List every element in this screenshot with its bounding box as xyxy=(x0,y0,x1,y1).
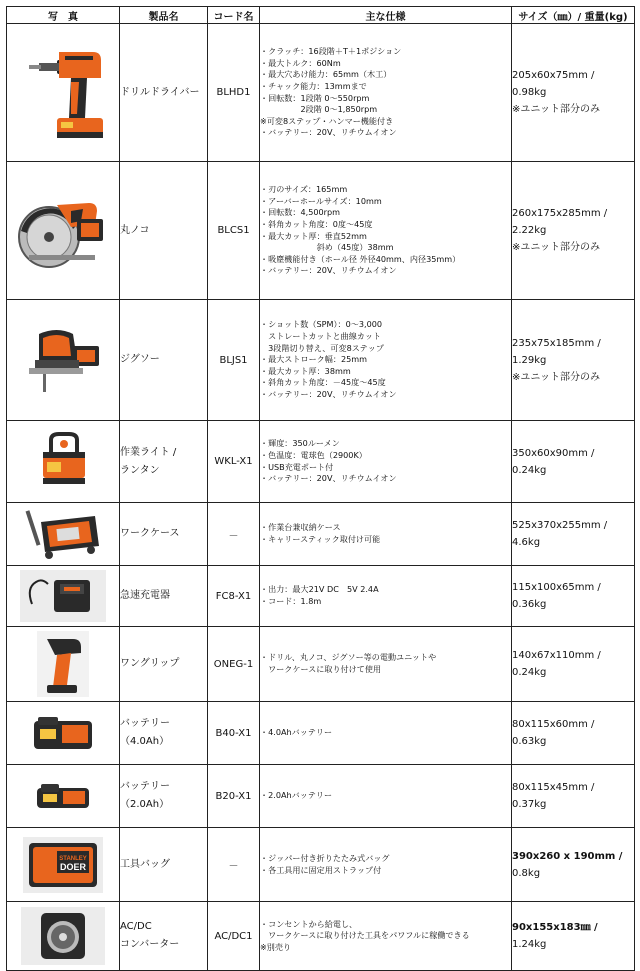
photo-cell xyxy=(7,902,120,971)
spec-sheet xyxy=(6,6,635,971)
size-line: 390x260 x 190mm / xyxy=(512,850,623,862)
product-name: ワングリップ xyxy=(120,658,180,669)
size-line: 140x67x110mm / xyxy=(512,650,601,661)
product-size xyxy=(512,627,635,702)
product-name: バッテリー xyxy=(120,781,170,792)
product-name: （4.0Ah） xyxy=(120,736,170,747)
product-name: コンバーター xyxy=(120,939,180,950)
product-name-cell xyxy=(120,828,208,902)
spec-line: ・アーバーホールサイズ：10mm xyxy=(260,195,382,206)
product-size xyxy=(512,828,635,902)
spec-line: ・4.0Ahバッテリー xyxy=(260,727,333,738)
weight-line: 0.37kg xyxy=(512,799,547,810)
charger-icon xyxy=(18,568,108,624)
spec-line: ・バッテリー：20V、リチウムイオン xyxy=(260,473,397,484)
product-specs xyxy=(260,421,512,503)
size-line: 350x60x90mm / xyxy=(512,447,595,459)
product-code: FC8-X1 xyxy=(208,566,260,627)
size-note: ※ユニット部分のみ xyxy=(512,242,600,253)
product-code: BLJS1 xyxy=(208,300,260,421)
product-code: AC/DC1 xyxy=(208,902,260,971)
header-code: コード名 xyxy=(208,7,260,24)
battery-40-icon xyxy=(28,713,98,753)
spec-line: ・コード：1.8m xyxy=(260,596,322,606)
product-code: B20-X1 xyxy=(208,765,260,828)
product-row-jigsaw xyxy=(7,300,635,421)
product-name: ドリルドライバー xyxy=(120,86,200,98)
product-name: 急速充電器 xyxy=(120,590,170,601)
product-name-cell xyxy=(120,503,208,566)
weight-line: 0.98kg xyxy=(512,87,547,98)
size-line: 90x155x183㎜ / xyxy=(512,922,598,933)
product-row-circular-saw xyxy=(7,162,635,300)
weight-line: 0.8kg xyxy=(512,867,541,879)
spec-line: ・クラッチ：16段階＋T＋1ポジション xyxy=(260,46,402,57)
product-row-work-case xyxy=(7,503,635,566)
product-size xyxy=(512,702,635,765)
bag-logo-top: STANLEY xyxy=(59,855,87,862)
product-code: B40-X1 xyxy=(208,702,260,765)
product-row-charger xyxy=(7,566,635,627)
spec-line: ・最大カット厚：38mm xyxy=(260,365,351,376)
product-code: － xyxy=(208,503,260,566)
product-specs xyxy=(260,300,512,421)
product-name-cell xyxy=(120,902,208,971)
size-line: 80x115x60mm / xyxy=(512,719,595,730)
photo-cell xyxy=(7,24,120,162)
weight-line: 1.24kg xyxy=(512,939,547,950)
header-product-name: 製品名 xyxy=(120,7,208,24)
product-row-tool-bag xyxy=(7,828,635,902)
weight-line: 0.24kg xyxy=(512,667,547,678)
work-case-icon xyxy=(23,506,103,562)
product-code: WKL-X1 xyxy=(208,421,260,503)
size-line: 260x175x285mm / xyxy=(512,208,608,219)
product-name-cell xyxy=(120,702,208,765)
spec-line: ・2.0Ahバッテリー xyxy=(260,790,333,801)
product-row-one-grip xyxy=(7,627,635,702)
spec-line: ・最大ストローク幅：25mm xyxy=(260,354,368,365)
spec-line: ・斜角カット角度：0度～45度 xyxy=(260,218,373,229)
photo-cell xyxy=(7,300,120,421)
weight-line: 0.63kg xyxy=(512,736,547,747)
product-name-cell xyxy=(120,162,208,300)
product-size xyxy=(512,162,635,300)
product-specs xyxy=(260,702,512,765)
product-code: ONEG-1 xyxy=(208,627,260,702)
ac-dc-converter-icon xyxy=(19,905,107,967)
spec-line: ・バッテリー：20V、リチウムイオン xyxy=(260,127,397,138)
product-size xyxy=(512,765,635,828)
spec-line: ストレートカットと曲線カット xyxy=(260,331,382,342)
spec-line: ワークケースに取り付けた工具をパワフルに稼働できる xyxy=(260,930,470,941)
header-specs: 主な仕様 xyxy=(260,7,512,24)
product-name-cell xyxy=(120,566,208,627)
spec-line: ・キャリースティック取付け可能 xyxy=(260,534,381,544)
tool-bag-icon xyxy=(21,835,105,895)
spec-line: 3段階切り替え、可変8ステップ xyxy=(260,342,384,353)
spec-line: ・吸塵機能付き（ホール径 外径40mm、内径35mm） xyxy=(260,253,461,264)
product-row-drill-driver xyxy=(7,24,635,162)
product-name-cell xyxy=(120,765,208,828)
spec-line: 斜め（45度）38mm xyxy=(260,242,394,253)
spec-line: ・斜角カット角度：－45度～45度 xyxy=(260,377,386,388)
spec-line: ・最大穴あけ能力：65mm（木工） xyxy=(260,69,392,80)
product-specs xyxy=(260,503,512,566)
spec-line: ・バッテリー：20V、リチウムイオン xyxy=(260,388,397,399)
product-size xyxy=(512,566,635,627)
product-size xyxy=(512,902,635,971)
product-row-battery-40 xyxy=(7,702,635,765)
photo-cell xyxy=(7,627,120,702)
spec-line: ・チャック能力：13mmまで xyxy=(260,80,367,91)
size-note: ※ユニット部分のみ xyxy=(512,371,600,383)
spec-line: ・最大カット厚：垂直52mm xyxy=(260,230,367,241)
spec-line: ・USB充電ポート付 xyxy=(260,461,334,472)
product-specs xyxy=(260,162,512,300)
weight-line: 1.29kg xyxy=(512,354,547,366)
spec-line: ・コンセントから給電し、 xyxy=(260,918,358,929)
photo-cell xyxy=(7,566,120,627)
product-name: 工具バッグ xyxy=(120,858,170,870)
jigsaw-icon xyxy=(13,320,113,400)
size-note: ※ユニット部分のみ xyxy=(512,104,600,115)
spec-line: ・輝度：350ルーメン xyxy=(260,438,340,449)
weight-line: 0.36kg xyxy=(512,599,547,610)
spec-line: ・回転数：4,500rpm xyxy=(260,207,340,218)
product-name-cell xyxy=(120,24,208,162)
spec-line: ・刃のサイズ：165mm xyxy=(260,184,348,195)
header-row xyxy=(7,7,635,24)
product-name: （2.0Ah） xyxy=(120,799,170,810)
product-row-battery-20 xyxy=(7,765,635,828)
product-code: BLHD1 xyxy=(208,24,260,162)
product-specs xyxy=(260,765,512,828)
product-size xyxy=(512,24,635,162)
product-name-cell xyxy=(120,421,208,503)
spec-line: 2段階 0～1,850rpm xyxy=(260,104,378,115)
header-size-weight: サイズ（㎜）/ 重量(kg) xyxy=(512,7,635,24)
header-photo: 写 真 xyxy=(7,7,120,24)
product-code: － xyxy=(208,828,260,902)
product-specs xyxy=(260,627,512,702)
product-name: AC/DC xyxy=(120,921,152,932)
product-code: BLCS1 xyxy=(208,162,260,300)
spec-line: ワークケースに取り付けて使用 xyxy=(260,664,382,674)
work-light-icon xyxy=(31,430,95,494)
product-row-ac-dc-converter xyxy=(7,902,635,971)
weight-line: 2.22kg xyxy=(512,225,547,236)
size-line: 235x75x185mm / xyxy=(512,337,601,349)
photo-cell xyxy=(7,421,120,503)
spec-line: ・ジッパー付き折りたたみ式バッグ xyxy=(260,852,390,863)
product-specs xyxy=(260,902,512,971)
spec-line: ・回転数：1段階 0～550rpm xyxy=(260,92,370,103)
product-specs xyxy=(260,24,512,162)
product-name: バッテリー xyxy=(120,718,170,729)
photo-cell xyxy=(7,162,120,300)
size-line: 115x100x65mm / xyxy=(512,582,601,593)
spec-line: ・ドリル、丸ノコ、ジグソー等の電動ユニットや xyxy=(260,652,437,663)
drill-driver-icon xyxy=(13,38,113,148)
spec-line: ・色温度：電球色（2900K） xyxy=(260,449,367,460)
weight-line: 4.6kg xyxy=(512,537,541,548)
spec-line: ・各工具用に固定用ストラップ付 xyxy=(260,864,382,875)
bag-logo-bottom: DOER xyxy=(59,861,87,872)
product-size xyxy=(512,421,635,503)
photo-cell xyxy=(7,503,120,566)
circular-saw-icon xyxy=(11,181,115,281)
product-name: ランタン xyxy=(120,464,160,476)
product-specs xyxy=(260,828,512,902)
spec-line: ・バッテリー：20V、リチウムイオン xyxy=(260,265,397,276)
photo-cell xyxy=(7,765,120,828)
spec-line: ・ショット数（SPM）：0～3,000 xyxy=(260,319,383,330)
product-name: 丸ノコ xyxy=(120,224,150,236)
spec-line: ・最大トルク：60Nm xyxy=(260,57,341,68)
size-line: 205x60x75mm / xyxy=(512,70,595,81)
product-spec-table xyxy=(6,6,635,971)
product-name: ジグソー xyxy=(120,354,160,365)
product-size xyxy=(512,503,635,566)
product-name: ワークケース xyxy=(120,528,180,539)
one-grip-icon xyxy=(33,629,93,699)
size-line: 80x115x45mm / xyxy=(512,782,595,793)
spec-line: ※別売り xyxy=(260,941,292,952)
size-line: 525x370x255mm / xyxy=(512,520,608,531)
product-name-cell xyxy=(120,300,208,421)
battery-20-icon xyxy=(31,778,95,814)
weight-line: 0.24kg xyxy=(512,464,547,476)
product-name-cell xyxy=(120,627,208,702)
spec-line: ・作業台兼収納ケース xyxy=(260,522,341,533)
product-size xyxy=(512,300,635,421)
spec-line: ・出力：最大21V DC 5V 2.4A xyxy=(260,584,379,595)
photo-cell xyxy=(7,828,120,902)
photo-cell xyxy=(7,702,120,765)
product-specs xyxy=(260,566,512,627)
spec-line: ※可変8ステップ・ハンマー機能付き xyxy=(260,115,394,126)
product-name: 作業ライト / xyxy=(120,446,177,458)
product-row-work-light xyxy=(7,421,635,503)
